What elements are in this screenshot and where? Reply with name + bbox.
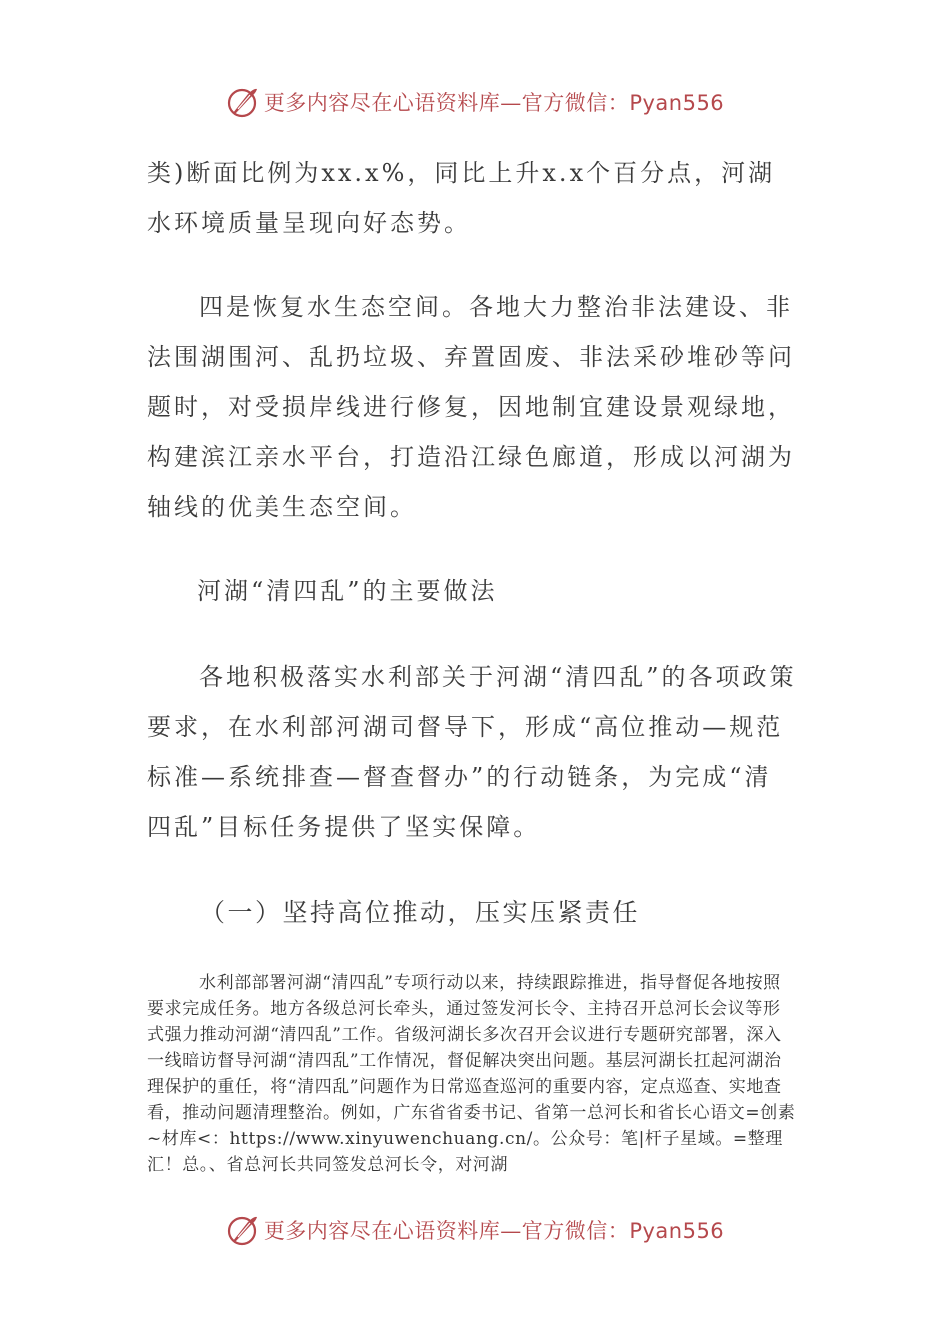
footer-banner [0, 1210, 950, 1250]
paragraph-6: 水利部部署河湖“清四乱”专项行动以来，持续跟踪推进，指导督促各地按照要求完成任务。地方各级总河长牵头，通过签发河长令、主持召开总河长会议等形式强力推动河湖“清四乱”工作。省级河湖长多次召开会议进行专题研究部署，深入一线暗访督导河湖“清四乱”工作情况，督促解决突出问题。基层河湖长扛起河湖治理保护的重任，将“清四乱”问题作为日常巡查巡河的重要内容，定点巡查、实地查看，推动问题清理整治。例如，广东省省委书记、省第一总河长和省长心语文=创素~材库<：https://www.xinyuwenchuang.cn/。公众号：笔|杆子星域。=整理汇！总。、省总河长共同签发总河长令，对河湖 [147, 973, 796, 1175]
paragraph-2: 四是恢复水生态空间。各地大力整治非法建设、非法围湖围河、乱扔垃圾、弃置固废、非法采砂堆砂等问题时，对受损岸线进行修复，因地制宜建设景观绿地，构建滨江亲水平台，打造沿江绿色廊道，形成以河湖为轴线的优美生态空间。 [147, 293, 795, 521]
section-heading: 河湖“清四乱”的主要做法 [197, 577, 498, 605]
header-banner-text: 更多内容尽在心语资料库—官方微信：Pyan556 [263, 91, 725, 115]
subsection-heading: （一）坚持高位推动，压实压紧责任 [200, 898, 641, 927]
quill-pen-logo-icon [226, 1213, 260, 1247]
header-banner [0, 82, 950, 122]
paragraph-1: 类)断面比例为xx.x%，同比上升x.x个百分点，河湖水环境质量呈现向好态势。 [147, 159, 776, 237]
paragraph-4: 各地积极落实水利部关于河湖“清四乱”的各项政策要求，在水利部河湖司督导下，形成“高位推动—规范标准—系统排查—督查督办”的行动链条，为完成“清四乱”目标任务提供了坚实保障。 [147, 663, 797, 841]
footer-banner-text: 更多内容尽在心语资料库—官方微信：Pyan556 [263, 1219, 725, 1243]
quill-pen-logo-icon [226, 85, 260, 119]
